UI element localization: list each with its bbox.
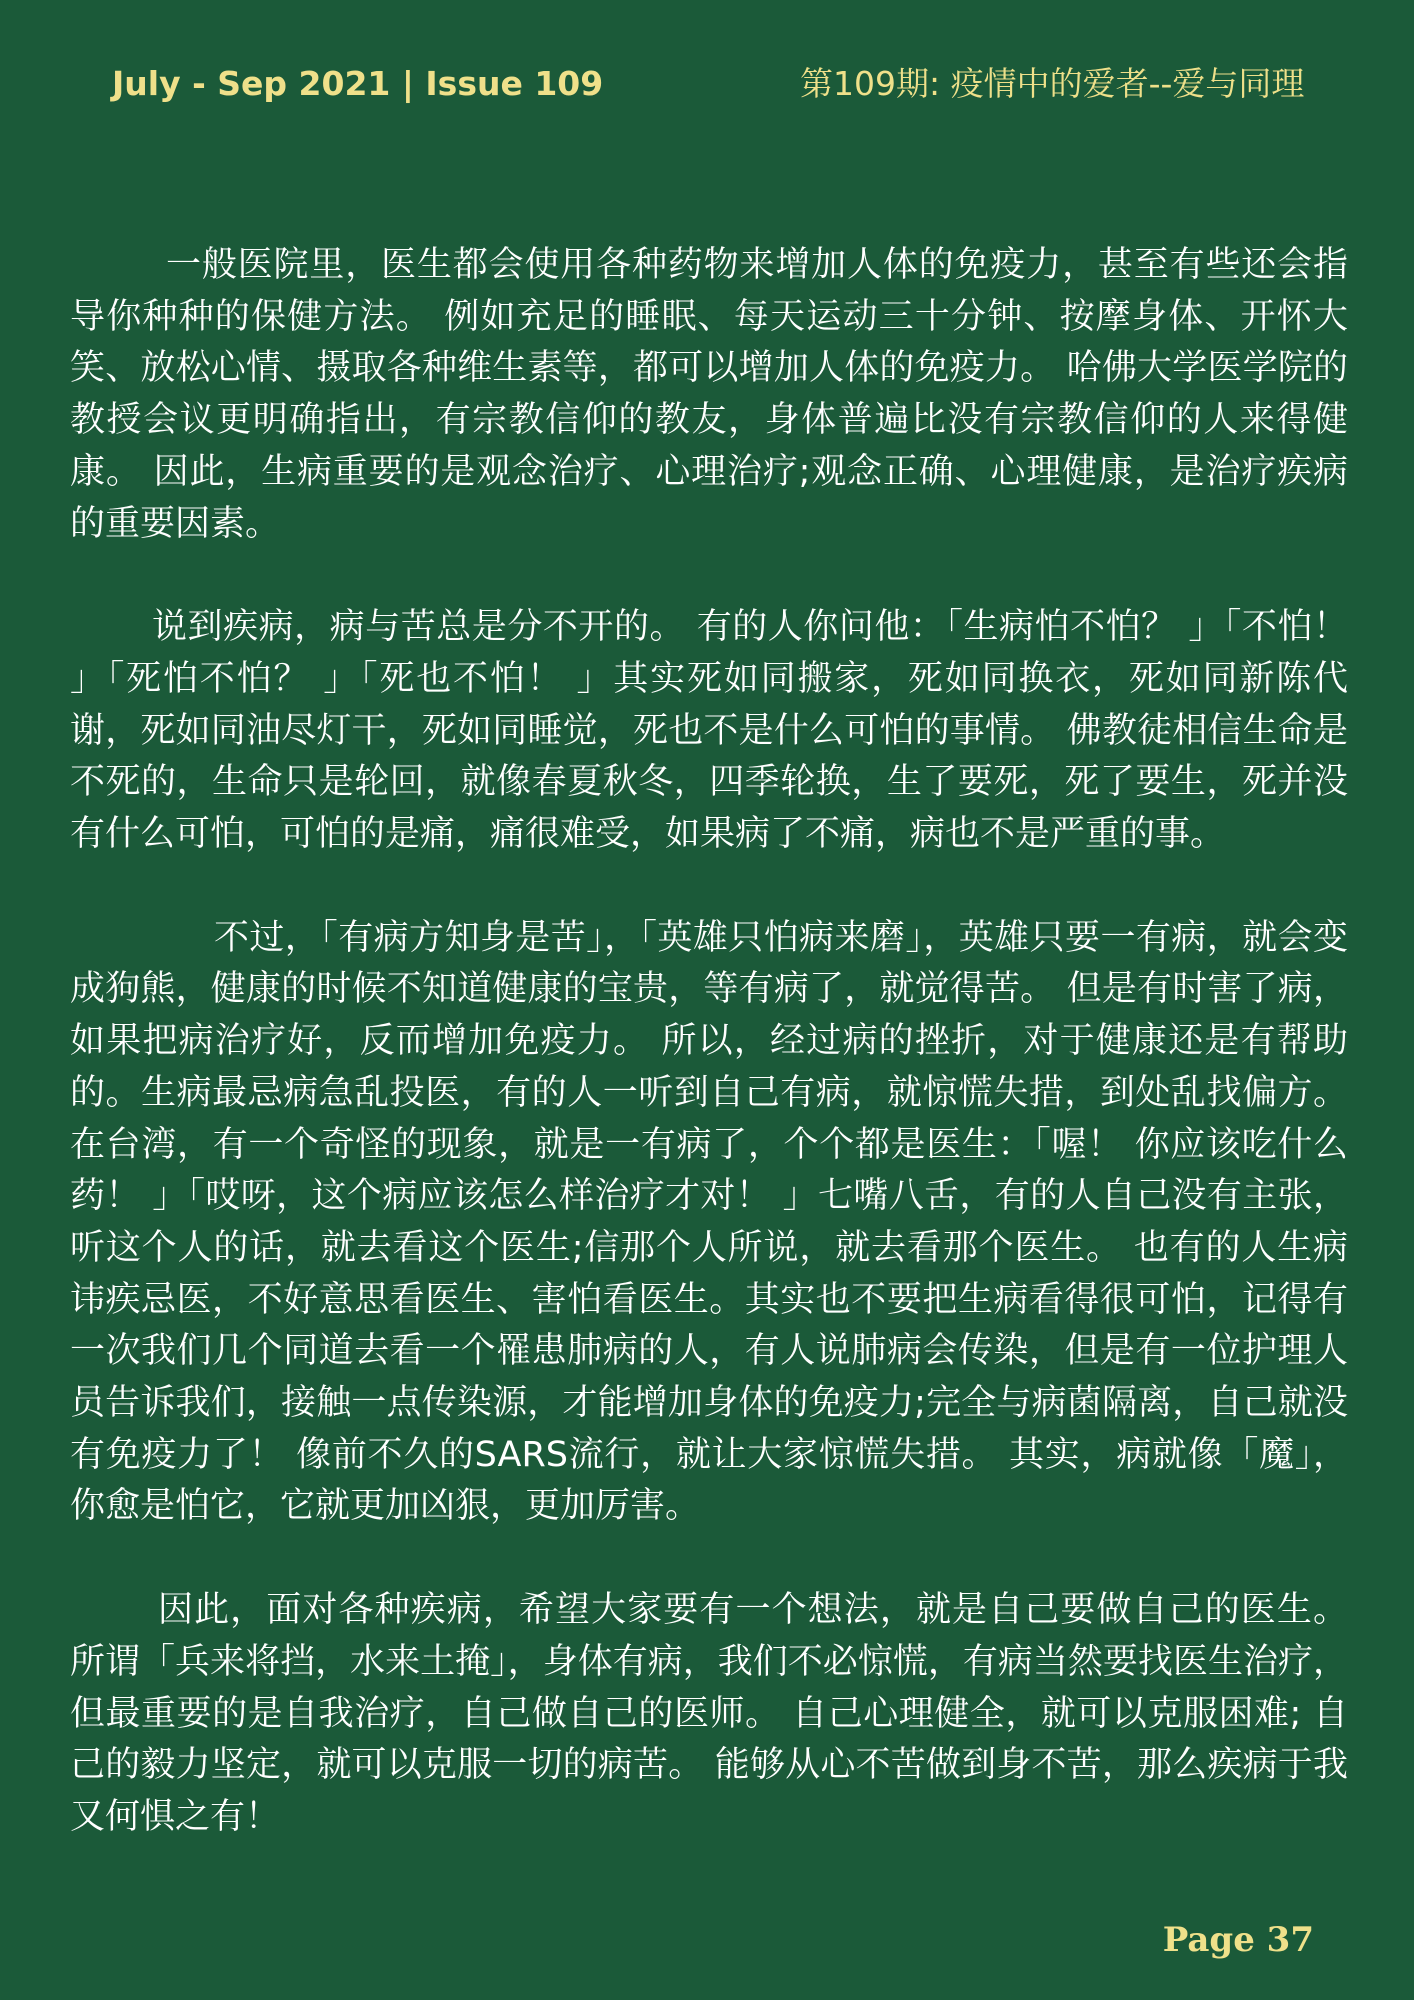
paragraph-be-your-own-doctor: 因此，面对各种疾病，希望大家要有一个想法，就是自己要做自己的医生。 所谓「兵来将挡，水来土掩」，身体有病，我们不必惊慌，有病当然要找医生治疗，但最重要的是自我治疗，自己做自己的医师。 自己心理健全，就可以克服困难; 自己的毅力坚定，就可以克服一切的病苦。 能够从心不苦做到身不苦，那么疾病于我又何惧之有！ — [70, 1590, 1348, 1837]
article-body — [70, 240, 1348, 1844]
issue-info: July - Sep 2021 | Issue 109 — [112, 64, 604, 103]
paragraph-fear-of-illness: 不过，「有病方知身是苦」，「英雄只怕病来磨」，英雄只要一有病，就会变成狗熊，健康的时候不知道健康的宝贵，等有病了，就觉得苦。 但是有时害了病，如果把病治疗好，反而增加免疫力。 所以，经过病的挫折，对于健康还是有帮助的。生病最忌病急乱投医，有的人一听到自己有病，就惊慌失措，到处乱找偏方。 在台湾，有一个奇怪的现象，就是一有病了，个个都是医生：「喔！ 你应该吃什么药！ 」「哎呀，这个病应该怎么样治疗才对！ 」七嘴八舌，有的人自己没有主张，听这个人的话，就去看这个医生;信那个人所说，就去看那个医生。 也有的人生病讳疾忌医，不好意思看医生、害怕看医生。其实也不要把生病看得很可怕，记得有一次我们几个同道去看一个罹患肺病的人，有人说肺病会传染，但是有一位护理人员告诉我们，接触一点传染源，才能增加身体的免疫力;完全与病菌隔离，自己就没有免疫力了！ 像前不久的SARS流行，就让大家惊慌失措。 其实，病就像「魔」，你愈是怕它，它就更加凶狠，更加厉害。 — [70, 917, 1348, 1527]
issue-title: 第109期: 疫情中的爱者--爱与同理 — [800, 64, 1305, 103]
page-number: Page 37 — [1162, 1920, 1314, 1960]
paragraph-illness-and-suffering: 说到疾病，病与苦总是分不开的。 有的人你问他：「生病怕不怕？ 」「不怕！ 」「死怕不怕？ 」「死也不怕！ 」其实死如同搬家，死如同换衣，死如同新陈代谢，死如同油尽灯干，死如同睡觉，死也不是什么可怕的事情。 佛教徒相信生命是不死的，生命只是轮回，就像春夏秋冬，四季轮换，生了要死，死了要生，死并没有什么可怕，可怕的是痛，痛很难受，如果病了不痛，病也不是严重的事。 — [70, 607, 1348, 855]
paragraph-immunity: 一般医院里，医生都会使用各种药物来增加人体的免疫力，甚至有些还会指导你种种的保健方法。 例如充足的睡眠、每天运动三十分钟、按摩身体、开怀大笑、放松心情、摄取各种维生素等，都可以增加人体的免疫力。 哈佛大学医学院的教授会议更明确指出，有宗教信仰的教友，身体普遍比没有宗教信仰的人来得健康。 因此，生病重要的是观念治疗、心理治疗;观念正确、心理健康，是治疗疾病的重要因素。 — [70, 245, 1348, 544]
